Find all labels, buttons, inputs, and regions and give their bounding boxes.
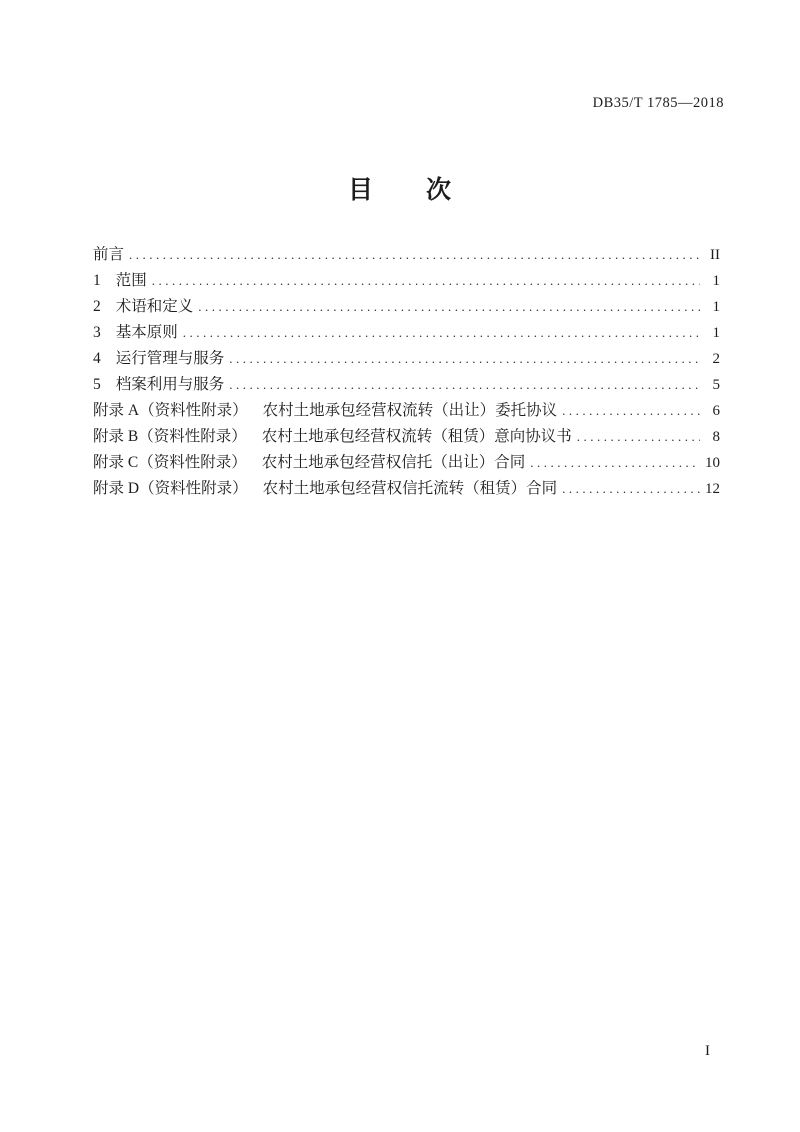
table-of-contents <box>93 242 720 502</box>
toc-entry-prefix: 附录 B（资料性附录） <box>93 428 247 445</box>
toc-entry-terms <box>93 294 720 320</box>
toc-entry-page: 1 <box>712 299 720 315</box>
toc-entry-appendix-a <box>93 398 720 424</box>
toc-entry-title: 农村土地承包经营权流转（租赁）意向协议书 <box>261 428 572 445</box>
dot-leader <box>530 450 700 476</box>
toc-entry-prefix: 4 <box>93 350 101 367</box>
dot-leader <box>562 476 700 502</box>
toc-entry-page: 8 <box>712 429 720 445</box>
dot-leader <box>152 268 700 294</box>
dot-leader <box>198 294 700 320</box>
toc-entry-appendix-b <box>93 424 720 450</box>
toc-entry-prefix: 3 <box>93 324 101 341</box>
dot-leader <box>129 242 700 268</box>
toc-entry-page: 2 <box>712 351 720 367</box>
toc-entry-page: 5 <box>712 377 720 393</box>
page-title: 目 次 <box>347 177 452 204</box>
toc-entry-page: 6 <box>712 403 720 419</box>
dot-leader <box>562 398 700 424</box>
dot-leader <box>229 346 700 372</box>
toc-entry-prefix: 5 <box>93 376 101 393</box>
toc-entry-appendix-d <box>93 476 720 502</box>
toc-entry-page: II <box>710 247 720 263</box>
toc-entry-principles <box>93 320 720 346</box>
toc-entry-title: 运行管理与服务 <box>115 350 225 367</box>
toc-entry-prefix: 2 <box>93 298 101 315</box>
toc-entry-prefix: 1 <box>93 272 101 289</box>
toc-entry-foreword <box>93 242 720 268</box>
toc-entry-prefix: 附录 C（资料性附录） <box>93 454 247 471</box>
standard-code: DB35/T 1785—2018 <box>592 95 724 111</box>
toc-entry-prefix: 附录 A（资料性附录） <box>93 402 248 419</box>
dot-leader <box>229 372 700 398</box>
toc-entry-appendix-c <box>93 450 720 476</box>
toc-entry-page: 10 <box>705 455 720 471</box>
dot-leader <box>577 424 700 450</box>
page-number: I <box>705 1043 710 1059</box>
toc-entry-title: 档案利用与服务 <box>115 376 225 393</box>
toc-entry-title: 基本原则 <box>115 324 178 341</box>
toc-entry-title: 范围 <box>115 272 147 289</box>
dot-leader <box>183 320 700 346</box>
toc-entry-title: 术语和定义 <box>115 298 194 315</box>
toc-entry-page: 12 <box>705 481 720 497</box>
toc-entry-archives <box>93 372 720 398</box>
toc-entry-prefix: 附录 D（资料性附录） <box>93 480 248 497</box>
toc-entry-title: 农村土地承包经营权信托（出让）合同 <box>261 454 526 471</box>
toc-entry-title: 农村土地承包经营权流转（出让）委托协议 <box>262 402 558 419</box>
toc-entry-title: 农村土地承包经营权信托流转（租赁）合同 <box>262 480 558 497</box>
toc-entry-page: 1 <box>712 273 720 289</box>
toc-entry-page: 1 <box>712 325 720 341</box>
toc-entry-scope <box>93 268 720 294</box>
toc-entry-title: 前言 <box>93 246 125 263</box>
toc-entry-operation <box>93 346 720 372</box>
